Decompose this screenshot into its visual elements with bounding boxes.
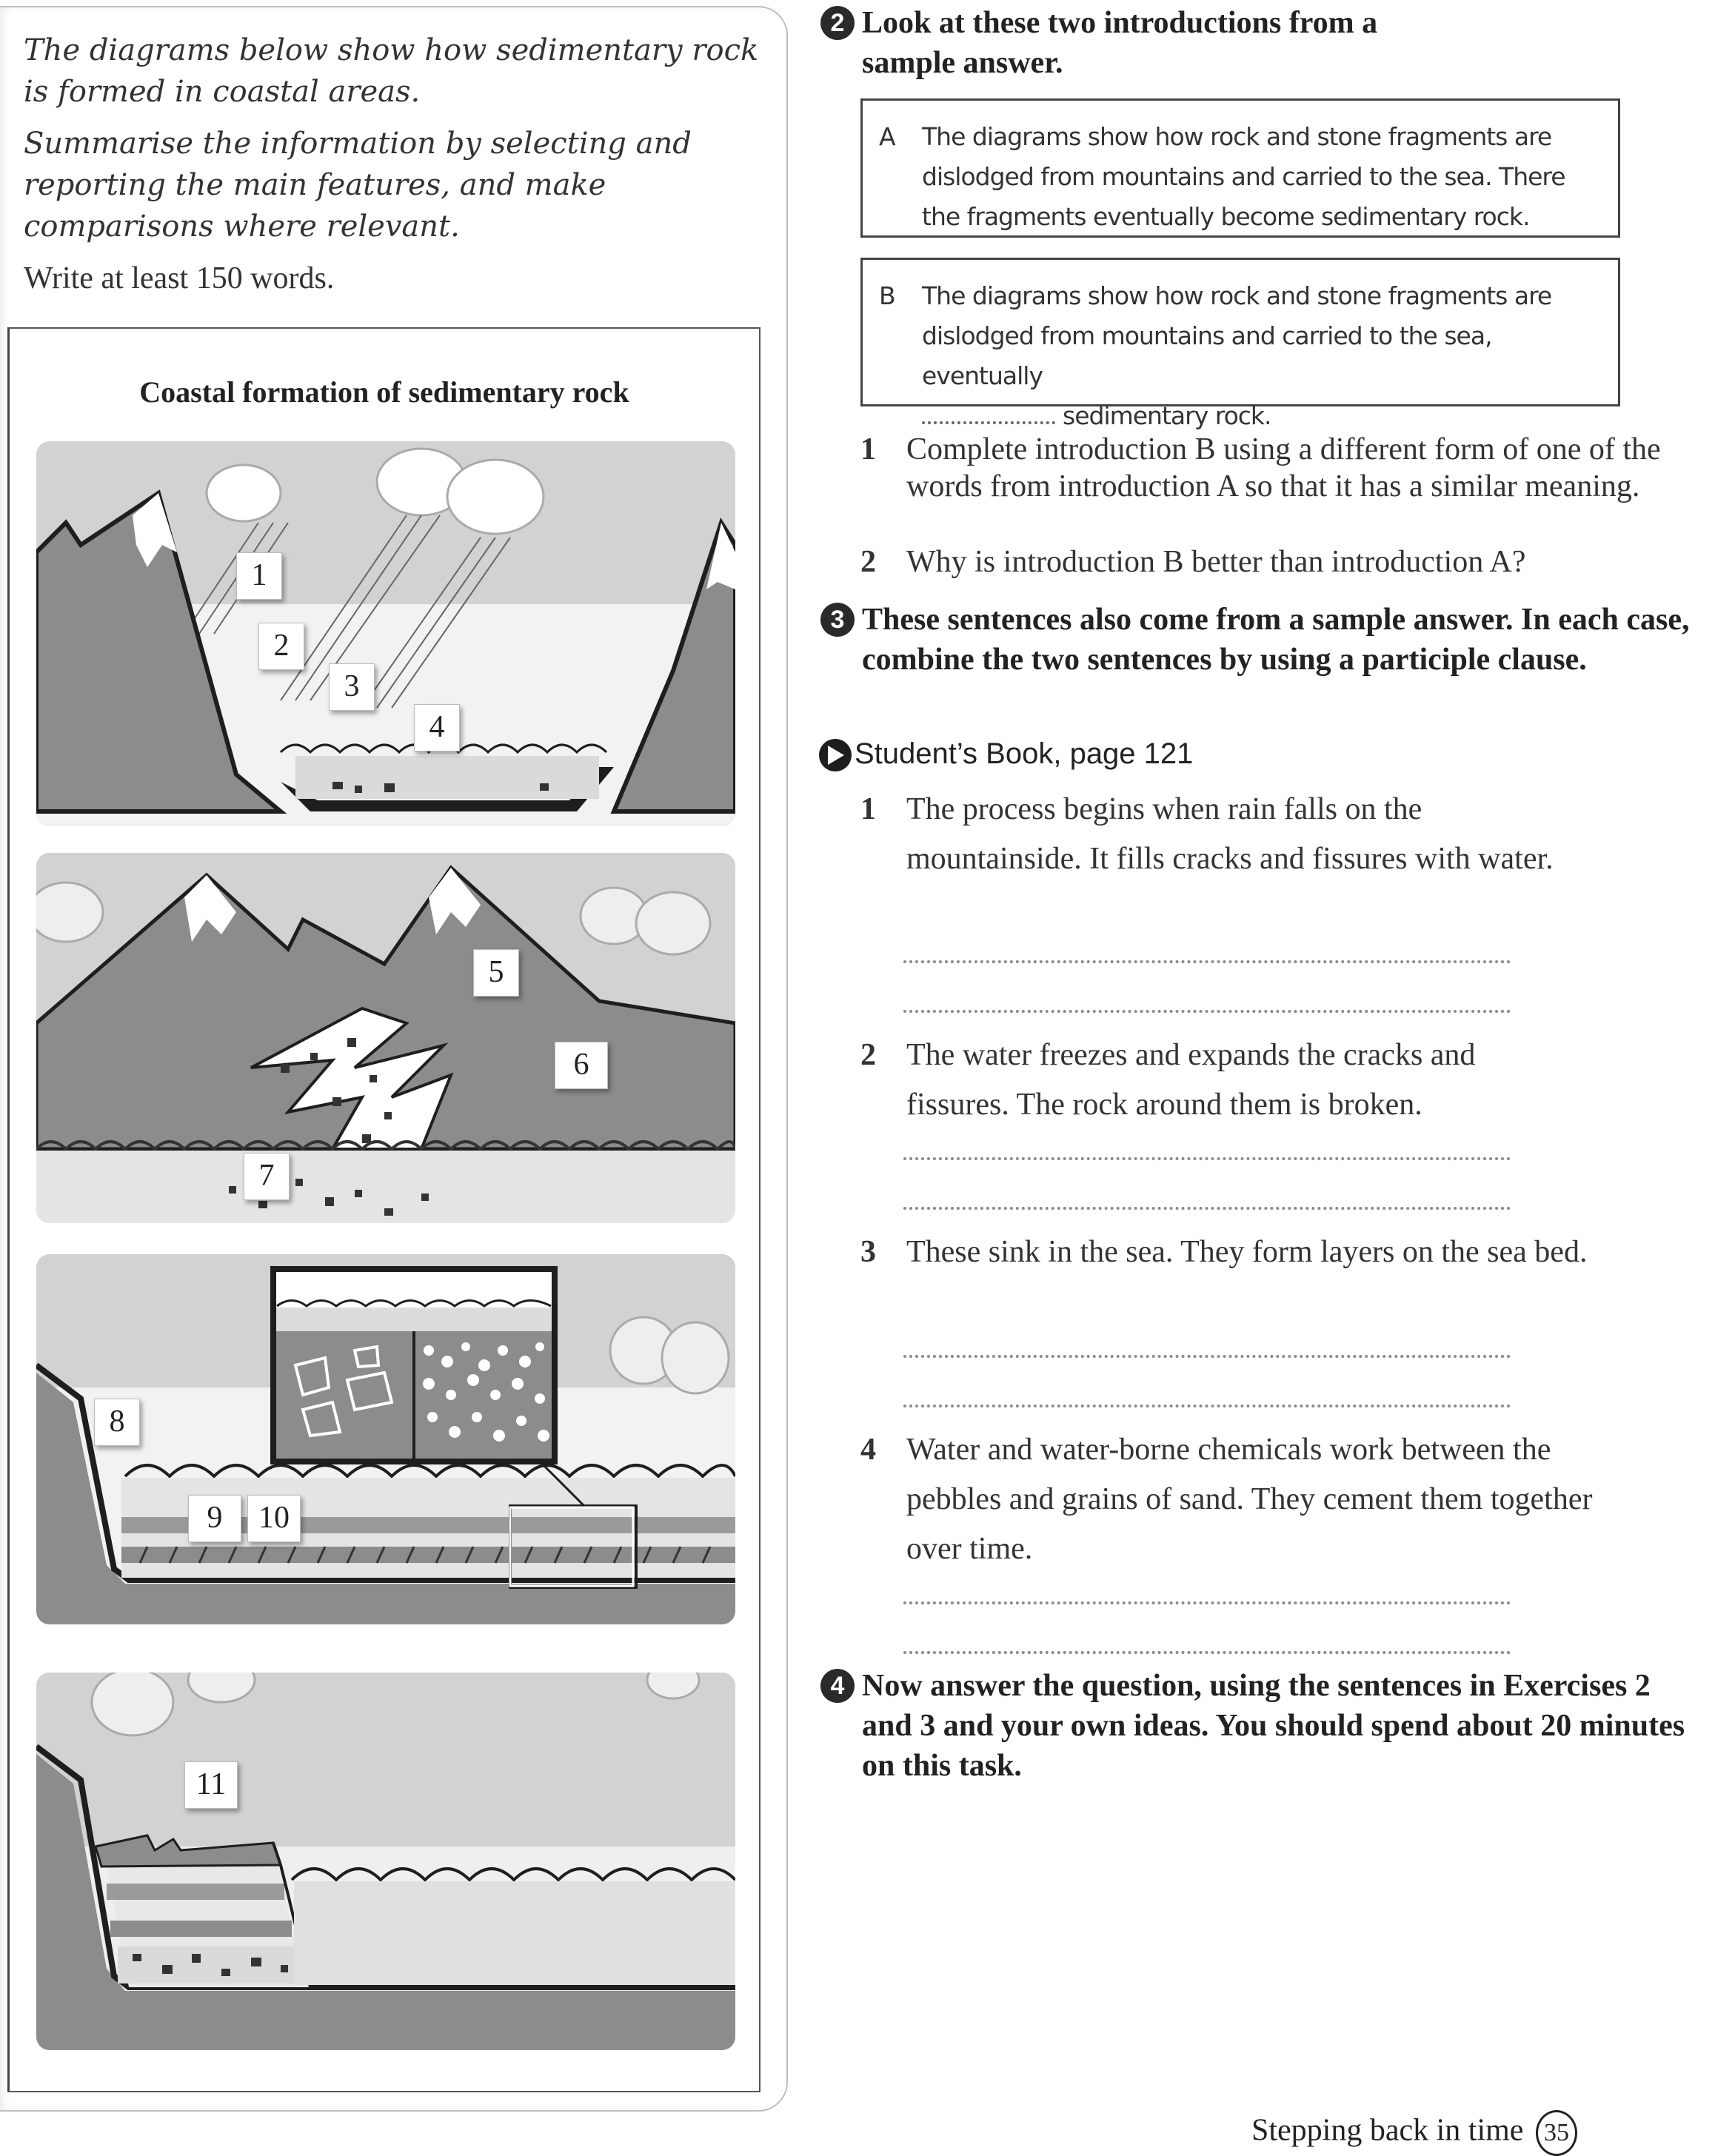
answer-line-4b[interactable] (903, 1651, 1511, 1654)
introduction-a-box (860, 98, 1620, 238)
exercise-3-instruction: These sentences also come from a sample answer. In each case, combine the two sentences by using a participle clause. (862, 603, 1690, 677)
page-number: 35 (1536, 2110, 1577, 2156)
diagram-label-5: 5 (473, 949, 519, 997)
prompt-word-count: Write at least 150 words. (24, 261, 335, 295)
diagram-label-9: 9 (188, 1495, 241, 1542)
question-text: Complete introduction B using a different form of one of the words from introduction A so that it has a similar meaning. (906, 432, 1661, 503)
diagram-label-2: 2 (258, 623, 304, 670)
diagram-label-8: 8 (94, 1399, 140, 1446)
answer-line-1a[interactable] (903, 960, 1511, 963)
diagram-panel-rock-formation (36, 1673, 735, 2050)
exercise-2-question-2 (860, 543, 1682, 580)
exercise-4-heading (815, 1666, 1715, 1792)
item-text: The process begins when rain falls on the mountainside. It fills cracks and fissures with water. (906, 792, 1554, 876)
prompt-description: The diagrams below show how sedimentary rock is formed in coastal areas. (24, 33, 759, 109)
introduction-b-text: The diagrams show how rock and stone fragments are dislodged from mountains and carried to the sea, eventually (922, 281, 1552, 390)
introduction-a-letter: A (879, 122, 895, 151)
diagram-label-1: 1 (236, 552, 282, 600)
introduction-b-box (860, 258, 1620, 430)
reference-text: Student’s Book, page 121 (855, 737, 1194, 770)
exercise-3-item-3 (860, 1228, 1682, 1331)
diagram-label-7: 7 (244, 1153, 290, 1200)
exercise-number-badge: 2 (820, 6, 855, 40)
item-number: 4 (860, 1433, 876, 1467)
diagram-title: Coastal formation of sedimentary rock (139, 375, 629, 409)
task-prompt (24, 30, 764, 309)
exercise-2-heading (815, 3, 1715, 84)
exercise-2-instruction: Look at these two introductions from a sample answer. (862, 6, 1378, 80)
exercise-3-item-1 (860, 785, 1682, 933)
answer-line-3a[interactable] (903, 1355, 1511, 1358)
prompt-instructions: Summarise the information by selecting and reporting the main features, and make comparisons where relevant. (24, 127, 692, 244)
student-book-reference[interactable] (819, 737, 1193, 771)
introduction-a-text: The diagrams show how rock and stone fragments are dislodged from mountains and carried to the sea. There the fragments eventually become sedimentary rock. (922, 122, 1565, 231)
answer-line-4a[interactable] (903, 1601, 1511, 1604)
item-text: These sink in the sea. They form layers on the sea bed. (906, 1235, 1588, 1269)
item-number: 1 (860, 792, 876, 826)
answer-line-2b[interactable] (903, 1207, 1511, 1210)
deposition-illustration (36, 1254, 735, 1624)
diagram-frame (7, 327, 760, 2092)
question-number: 1 (860, 432, 876, 466)
exercise-number-badge: 4 (820, 1669, 855, 1703)
diagram-label-3: 3 (329, 663, 375, 711)
exercise-number-badge: 3 (820, 603, 855, 637)
rock-formation-illustration (36, 1673, 735, 2050)
diagram-panel-deposition (36, 1254, 735, 1624)
answer-line-1b[interactable] (903, 1010, 1511, 1013)
answer-line-3b[interactable] (903, 1405, 1511, 1407)
section-title: Stepping back in time (1251, 2113, 1524, 2148)
play-arrow-icon (819, 739, 852, 771)
page-footer (1251, 2110, 1577, 2156)
diagram-label-11: 11 (184, 1761, 238, 1809)
exercise-2-question-1 (860, 431, 1682, 542)
diagram-panel-weathering (36, 441, 735, 826)
item-number: 3 (860, 1235, 876, 1269)
weathering-illustration (36, 441, 735, 826)
item-text: Water and water-borne chemicals work between the pebbles and grains of sand. They cement them together over time. (906, 1433, 1593, 1566)
item-text: The water freezes and expands the cracks and fissures. The rock around them is broken. (906, 1038, 1476, 1122)
introduction-b-text-end: sedimentary rock. (1063, 401, 1271, 430)
question-text: Why is introduction B better than introduction A? (906, 545, 1526, 579)
diagram-label-4: 4 (414, 704, 460, 751)
introduction-b-letter: B (879, 281, 895, 310)
item-number: 2 (860, 1038, 876, 1072)
diagram-panel-transport (36, 853, 735, 1223)
introduction-b-body (922, 276, 1603, 436)
diagram-label-6: 6 (555, 1042, 608, 1089)
transport-illustration (36, 853, 735, 1223)
exercise-3-item-2 (860, 1031, 1682, 1134)
introduction-b-blank[interactable] (922, 421, 1055, 424)
answer-line-2a[interactable] (903, 1157, 1511, 1160)
exercise-4-instruction: Now answer the question, using the sentences in Exercises 2 and 3 and your own ideas. You should spend about 20 minutes on this task. (862, 1669, 1685, 1783)
question-number: 2 (860, 545, 876, 579)
diagram-label-10: 10 (247, 1495, 301, 1542)
exercise-3-heading (815, 600, 1715, 726)
exercise-3-item-4 (860, 1425, 1682, 1581)
